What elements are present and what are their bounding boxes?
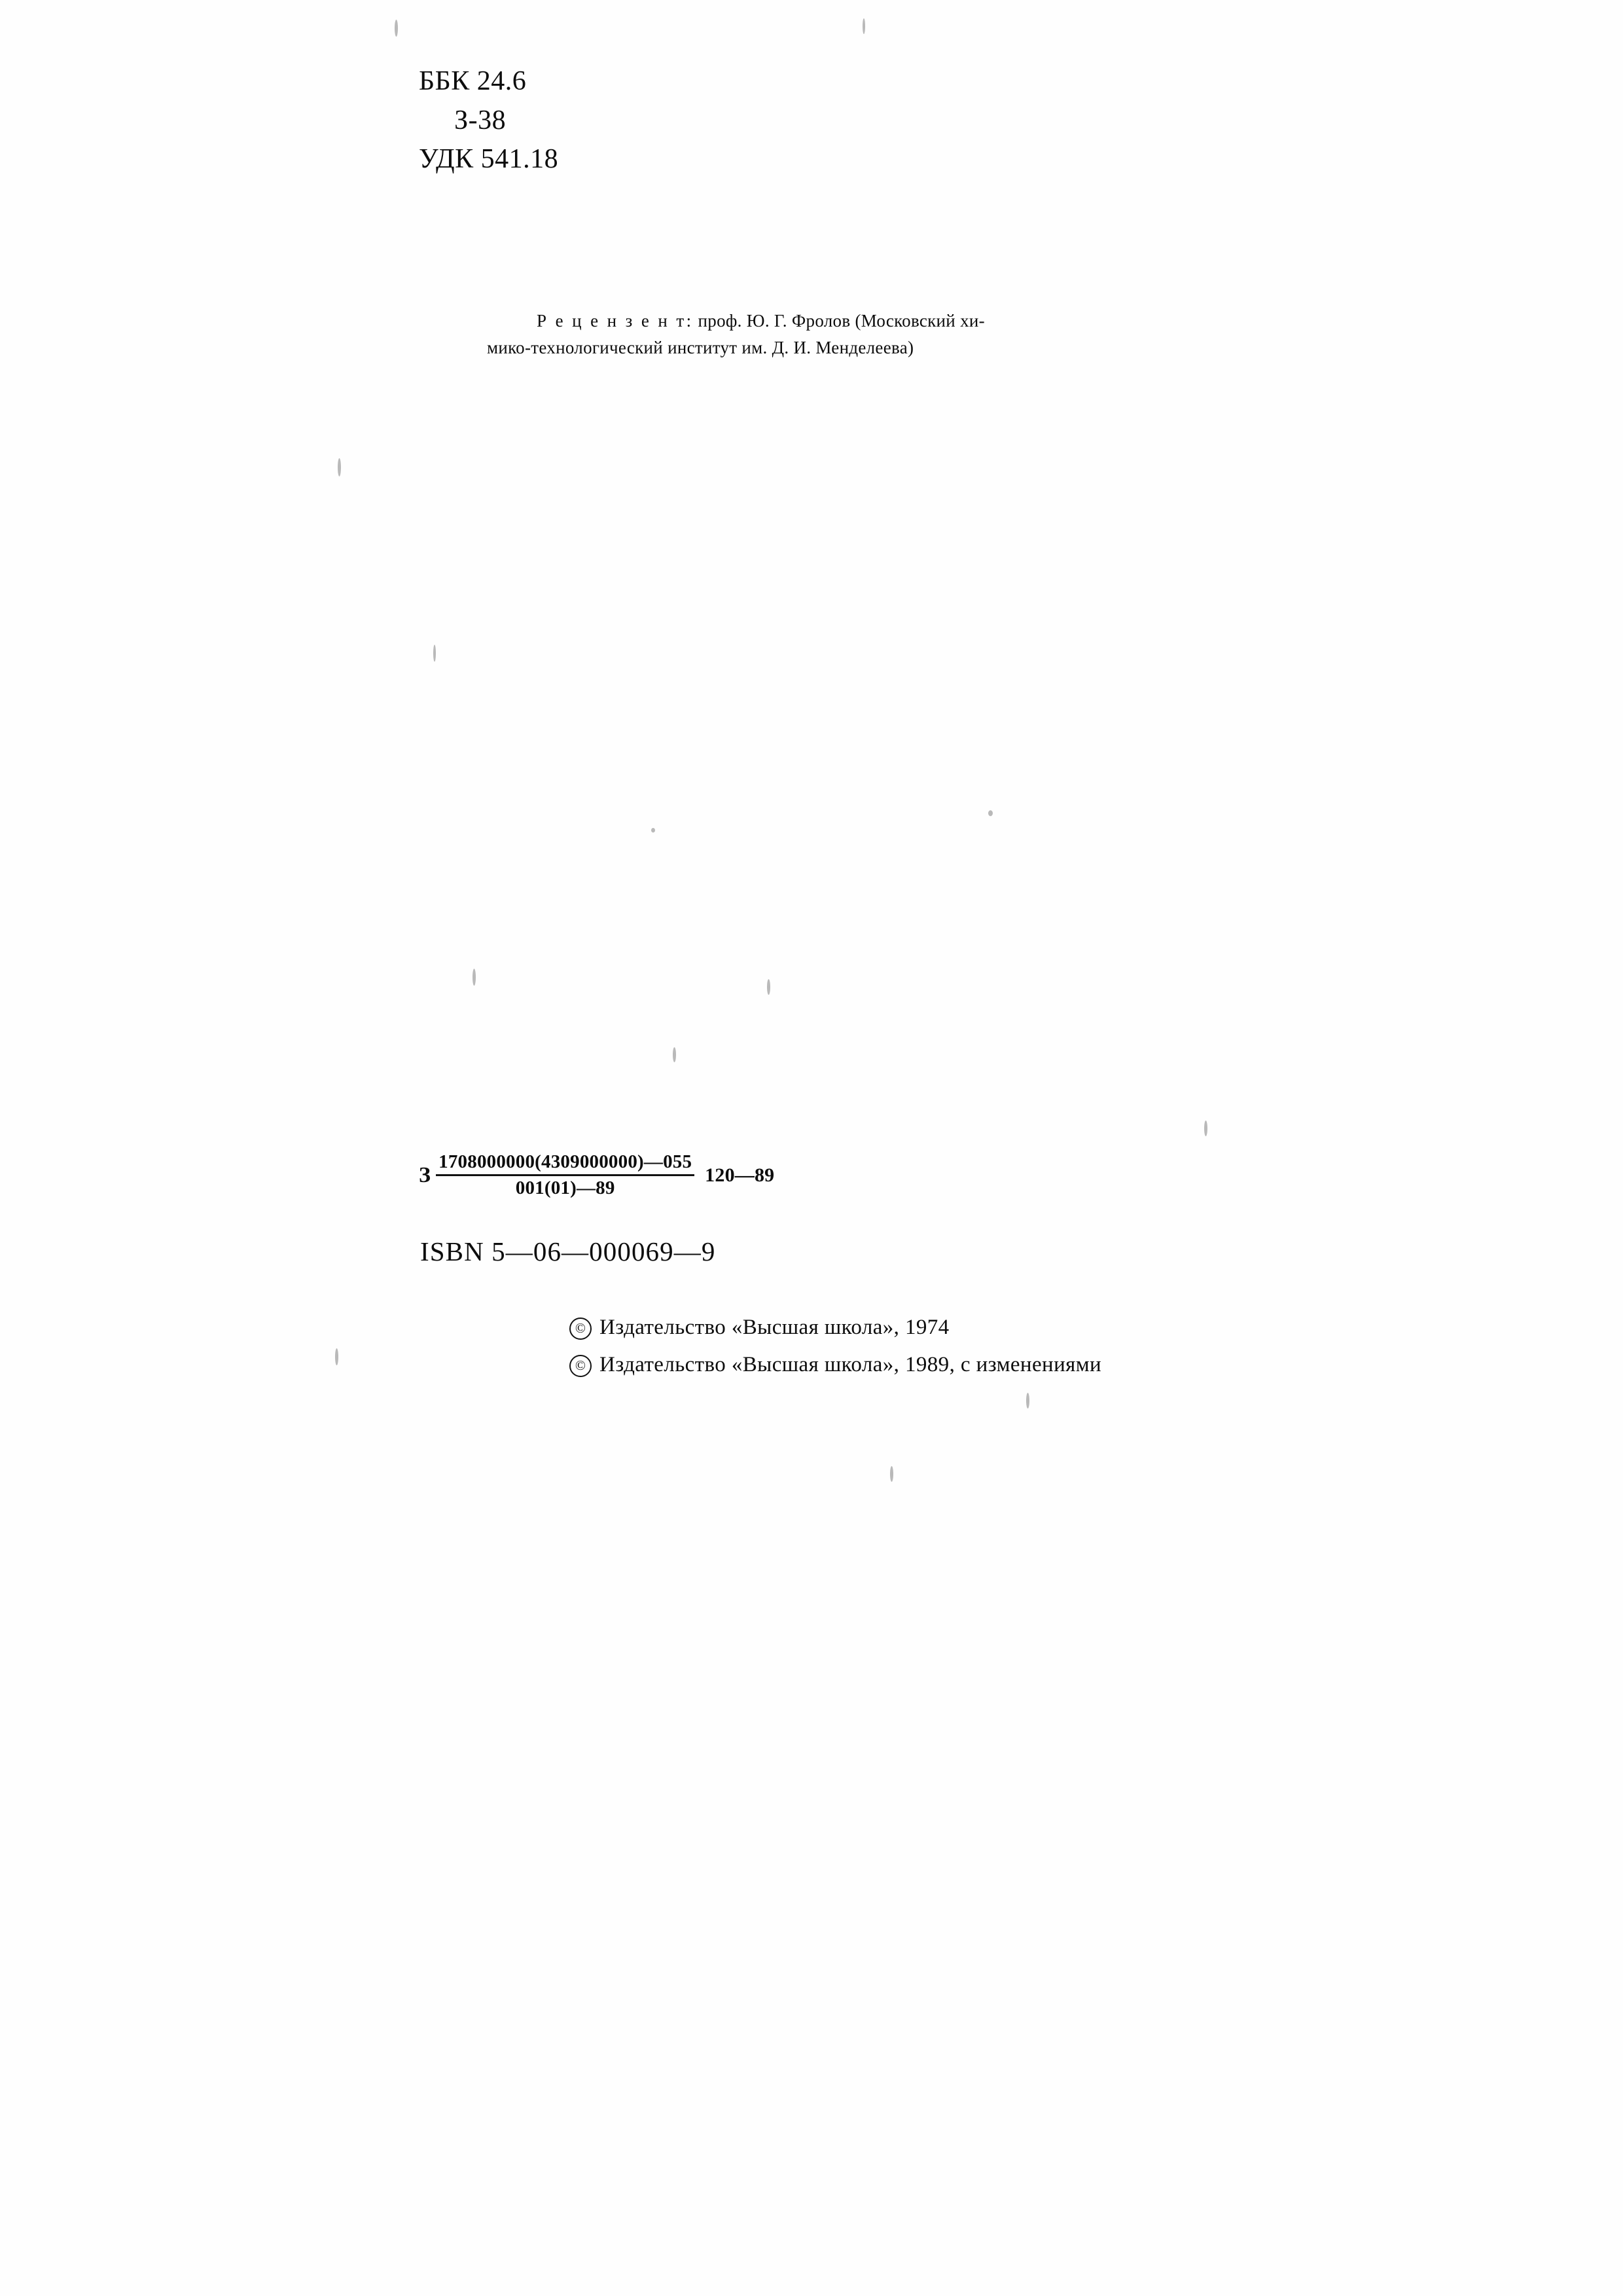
copyright-block	[569, 1309, 1101, 1384]
scan-speck	[651, 828, 655, 833]
imprint-numerator: 1708000000(4309000000)—055	[438, 1151, 692, 1172]
bbk-code: ББК 24.6	[419, 66, 527, 96]
reviewer-label: Р е ц е н з е н т:	[537, 311, 694, 331]
scan-speck	[673, 1047, 676, 1062]
scan-speck	[395, 20, 398, 37]
shelf-code: З-38	[454, 105, 507, 135]
isbn-line: ISBN 5—06—000069—9	[420, 1236, 716, 1266]
imprint-tail: 120—89	[705, 1164, 775, 1186]
reviewer-name: проф. Ю. Г. Фролов (Московский хи-	[693, 311, 985, 331]
scan-speck	[863, 18, 865, 34]
scan-speck	[473, 969, 476, 986]
imprint-lead: З	[419, 1162, 431, 1187]
scan-speck	[335, 1348, 338, 1365]
scan-speck	[433, 645, 436, 662]
udk-code: УДК 541.18	[419, 144, 559, 175]
copyright-icon: ©	[569, 1355, 592, 1377]
copyright-row	[569, 1309, 1101, 1346]
scan-speck	[1026, 1393, 1029, 1408]
scan-speck	[890, 1466, 893, 1482]
classification-block	[419, 62, 558, 179]
imprint-code	[419, 1152, 774, 1199]
copyright-row	[569, 1346, 1101, 1384]
reviewer-affiliation: мико-технологический институт им. Д. И. Менделеева)	[487, 338, 914, 358]
scan-speck	[338, 458, 341, 476]
copyright-text-1974: Издательство «Высшая школа», 1974	[599, 1316, 950, 1339]
scan-speck	[988, 810, 993, 816]
copyright-icon: ©	[569, 1318, 592, 1340]
scan-speck	[767, 979, 770, 995]
scan-speck	[1204, 1121, 1207, 1136]
copyright-text-1989: Издательство «Высшая школа», 1989, с изменениями	[599, 1352, 1102, 1376]
reviewer-note	[487, 308, 1309, 361]
imprint-fraction	[436, 1152, 694, 1199]
imprint-denominator: 001(01)—89	[515, 1177, 615, 1199]
